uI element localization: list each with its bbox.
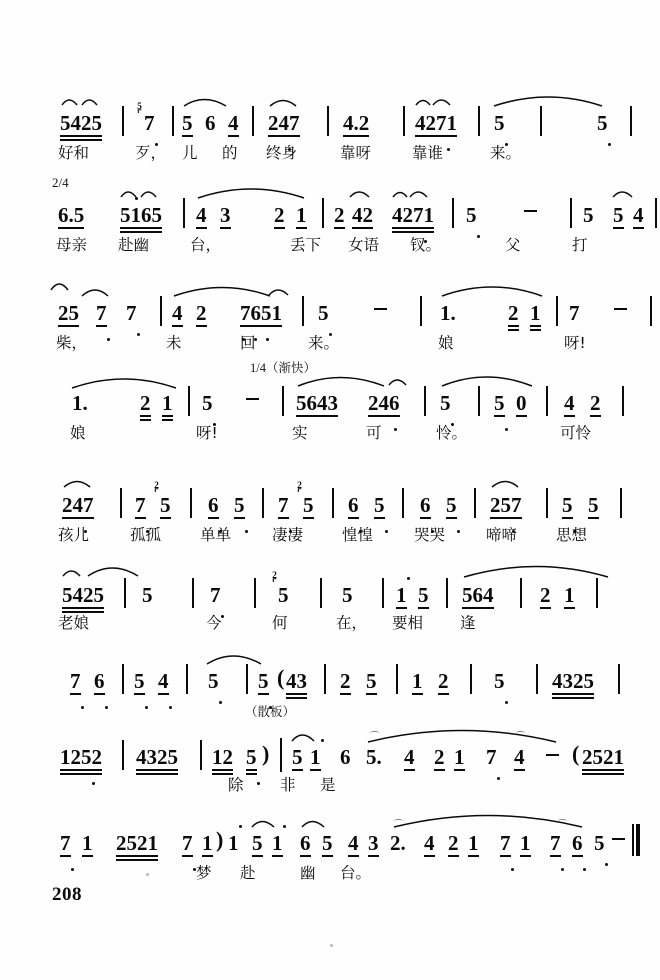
note-token: 4.2	[343, 111, 370, 135]
note-token: 2521	[582, 746, 624, 768]
note-token: 1	[202, 831, 213, 855]
barline	[200, 740, 202, 770]
note-token: 1	[396, 584, 407, 606]
note-token: 257	[490, 494, 522, 516]
phrase-paren-open: (	[277, 665, 285, 690]
sustain-dash	[524, 210, 537, 212]
slur-arc	[388, 375, 418, 387]
lyric-syllable: 怜。	[436, 424, 468, 442]
note-token: 5643	[296, 391, 338, 415]
note-token: 1	[272, 832, 283, 854]
note-token: 6	[340, 745, 351, 769]
note-token: 25	[58, 301, 79, 325]
lyric-syllable: 哭哭	[414, 526, 446, 544]
note-token: 5	[440, 392, 451, 414]
note-token: 1.	[72, 391, 88, 415]
note-token: 1	[412, 669, 423, 693]
barline	[655, 198, 657, 228]
lyric-syllable: 打	[572, 236, 588, 254]
barline	[470, 664, 472, 694]
note-token: 1	[162, 392, 173, 414]
fermata-icon: ⌒	[516, 731, 526, 741]
barline	[183, 198, 185, 228]
lyric-syllable: 可怜	[560, 424, 592, 442]
note-token: 7	[550, 832, 561, 854]
note-token: 7	[182, 832, 193, 854]
note-token: 4271	[415, 112, 457, 134]
note-row-1	[0, 104, 660, 150]
note-token: 2	[434, 745, 445, 769]
note-token: 5	[594, 832, 605, 854]
lyric-syllable: 凄凄	[272, 526, 304, 544]
note-token: 7	[96, 302, 107, 324]
note-token: 5	[342, 583, 353, 607]
barline	[520, 578, 522, 608]
note-token: 5.	[366, 745, 382, 769]
slur-arc	[440, 373, 548, 387]
note-token: 5	[160, 493, 171, 517]
note-token: 2.	[390, 831, 406, 855]
barline	[478, 386, 480, 416]
lyric-syllable: 赴幽	[118, 236, 150, 254]
sustain-dash	[614, 308, 627, 310]
note-token: 5425	[62, 584, 104, 606]
sustain-dash	[612, 838, 625, 840]
barline	[402, 488, 404, 518]
note-token: 247	[268, 112, 300, 134]
note-token: 2	[140, 392, 151, 414]
barline	[596, 578, 598, 608]
lyric-syllable: 丢下	[290, 236, 322, 254]
slur-arc	[140, 187, 172, 199]
barline	[124, 578, 126, 608]
barline	[252, 106, 254, 136]
lyric-syllable: 母亲	[56, 236, 88, 254]
note-token: 7651	[240, 302, 282, 324]
lyric-syllable: 可	[366, 424, 382, 442]
note-token: 7	[486, 746, 497, 768]
slur-arc	[172, 283, 282, 297]
lyric-syllable: 钗。	[410, 236, 442, 254]
slur-arc	[348, 187, 384, 199]
slur-arc	[80, 95, 114, 107]
note-token: 5	[278, 583, 289, 607]
lyric-syllable: 娘	[438, 334, 454, 352]
note-token: 5	[466, 204, 477, 226]
barline	[536, 664, 538, 694]
lyric-syllable: 台，	[190, 236, 222, 254]
slur-arc	[296, 374, 402, 388]
slur-arc	[268, 95, 308, 107]
note-token: 7	[70, 670, 81, 692]
note-token: 1.	[440, 301, 456, 325]
barline	[190, 488, 192, 518]
note-token: 42	[352, 203, 373, 227]
note-token: 5	[142, 583, 153, 607]
note-token: 5	[258, 670, 269, 692]
slur-arc	[432, 95, 466, 107]
note-row-2	[0, 196, 660, 242]
barline	[122, 740, 124, 770]
note-token: 4	[404, 745, 415, 769]
slur-arc	[490, 477, 530, 489]
lyric-syllable: 啼啼	[486, 526, 518, 544]
note-token: 12	[212, 746, 233, 768]
note-token: 4	[348, 831, 359, 855]
note-token: 6	[208, 494, 219, 516]
note-token: 4325	[136, 746, 178, 768]
lyric-syllable: 单单	[200, 526, 232, 544]
barline	[282, 386, 284, 416]
lyric-syllable: 梦	[196, 864, 212, 882]
note-token: 5425	[60, 112, 102, 134]
slur-arc	[182, 95, 244, 107]
slur-arc	[300, 817, 340, 829]
barline	[172, 106, 174, 136]
note-token: 1	[530, 302, 541, 324]
note-token: 4271	[392, 204, 434, 226]
lyric-syllable: 呀!	[196, 424, 218, 442]
barline	[446, 578, 448, 608]
lyric-syllable: 好和	[58, 144, 90, 162]
note-token: 5	[182, 111, 193, 135]
note-token: 246	[368, 392, 400, 414]
lyric-syllable: 幽	[300, 864, 316, 882]
lyric-syllable: 思想	[556, 526, 588, 544]
barline	[302, 296, 304, 326]
note-token: 2	[438, 669, 449, 693]
note-token: 5	[303, 493, 314, 517]
lyric-syllable: 未	[166, 334, 182, 352]
barline	[327, 106, 329, 136]
barline	[332, 488, 334, 518]
tempo-marking: 1/4（渐快）	[250, 361, 316, 375]
note-token: 7	[569, 301, 580, 325]
note-token: 4	[633, 203, 644, 227]
barline	[382, 578, 384, 608]
barline	[630, 106, 632, 136]
note-token: 2	[448, 831, 459, 855]
slur-arc	[196, 185, 316, 199]
sustain-dash	[374, 308, 387, 310]
barline	[546, 386, 548, 416]
lyric-syllable: 今	[206, 614, 222, 632]
sustain-dash	[546, 754, 559, 756]
fermata-icon: ⌒	[370, 731, 380, 741]
slur-arc	[205, 652, 277, 665]
note-token: 6	[572, 832, 583, 854]
barline	[420, 296, 422, 326]
barline	[324, 664, 326, 694]
note-token: 5	[583, 203, 594, 227]
barline	[262, 488, 264, 518]
note-token: 6	[300, 831, 311, 855]
note-token: 6	[94, 670, 105, 692]
slur-arc	[409, 187, 441, 199]
barline	[540, 106, 542, 136]
note-token: 4	[196, 203, 207, 227]
note-token: 4	[158, 670, 169, 692]
note-token: 7	[144, 112, 155, 134]
scan-speck	[146, 873, 149, 876]
note-token: 2	[508, 302, 519, 324]
note-token: 6	[420, 494, 431, 516]
free-meter-marking: （散板）	[245, 705, 296, 719]
note-token: 7	[500, 832, 511, 854]
sustain-dash	[246, 398, 259, 400]
scan-speck	[330, 944, 333, 947]
note-token: 3	[368, 831, 379, 855]
note-token: 5	[134, 670, 145, 692]
barline	[254, 578, 256, 608]
time-signature: 2/4	[52, 175, 69, 190]
barline	[122, 106, 124, 136]
note-token: 1	[228, 832, 239, 854]
slur-arc	[366, 726, 566, 742]
barline	[478, 106, 480, 136]
note-token: 2	[334, 203, 345, 227]
lyric-syllable: 要相	[392, 614, 424, 632]
note-token: 247	[62, 494, 94, 516]
note-token: 4	[564, 391, 575, 415]
slur-arc	[70, 375, 192, 389]
note-token: 7	[210, 584, 221, 606]
grace-note: 2 ⌜	[272, 571, 277, 589]
barline	[122, 664, 124, 694]
final-barline-thin	[632, 824, 634, 856]
note-token: 7	[60, 832, 71, 854]
note-token: 5	[208, 670, 219, 692]
lyric-syllable: 柴，	[56, 334, 88, 352]
lyric-syllable: 娘	[70, 424, 86, 442]
lyric-syllable: 终身	[266, 144, 298, 162]
phrase-paren-close: )	[216, 827, 224, 852]
note-token: 6	[348, 494, 359, 516]
note-token: 5	[202, 392, 213, 414]
note-token: 4	[514, 745, 525, 769]
tie-arc	[492, 93, 614, 107]
lyric-syllable: 赴	[240, 864, 256, 882]
lyric-syllable: 女语	[348, 236, 380, 254]
barline	[320, 578, 322, 608]
lyric-syllable: 实	[292, 424, 308, 442]
barline	[622, 386, 624, 416]
note-row-9	[0, 819, 660, 870]
lyric-syllable: 孤孤	[130, 526, 162, 544]
lyric-syllable: 靠呀	[340, 144, 372, 162]
barline	[246, 664, 248, 694]
barline	[556, 296, 558, 326]
note-token: 4	[424, 831, 435, 855]
lyric-syllable: 回	[240, 334, 256, 352]
note-token: 5	[234, 494, 245, 516]
barline	[322, 198, 324, 228]
note-token: 1	[520, 831, 531, 855]
barline	[403, 106, 405, 136]
note-token: 1	[468, 831, 479, 855]
note-token: 5165	[120, 204, 162, 226]
lyric-syllable: 儿	[182, 144, 198, 162]
lyric-syllable: 来。	[490, 144, 522, 162]
note-token: 5	[446, 494, 457, 516]
note-row-8	[0, 724, 660, 770]
barline	[546, 488, 548, 518]
lyric-syllable: 何	[272, 614, 288, 632]
fermata-icon: ⌒	[394, 819, 404, 829]
note-token: 2	[590, 391, 601, 415]
phrase-paren-open: (	[572, 741, 580, 766]
note-token: 5	[374, 494, 385, 516]
barline	[280, 738, 282, 772]
barline	[570, 198, 572, 228]
slur-arc	[462, 562, 622, 578]
lyric-syllable: 在，	[336, 614, 368, 632]
note-token: 5	[246, 746, 257, 768]
lyric-syllable: 除	[228, 776, 244, 794]
slur-arc	[62, 477, 102, 489]
note-token: 4325	[552, 670, 594, 692]
lyric-syllable: 是	[320, 776, 336, 794]
note-token: 1	[296, 203, 307, 227]
lyric-syllable: 歹，	[135, 144, 167, 162]
barline	[120, 488, 122, 518]
note-token: 1	[454, 745, 465, 769]
note-token: 5	[494, 392, 505, 414]
note-token: 2	[540, 583, 551, 607]
note-token: 5	[494, 670, 505, 692]
barline	[192, 578, 194, 608]
note-token: 6	[205, 111, 216, 135]
note-token: 564	[462, 583, 494, 607]
slur-arc	[80, 285, 120, 298]
note-token: 0	[516, 391, 527, 415]
note-token: 5	[318, 302, 329, 324]
final-barline-thick	[636, 824, 640, 856]
note-token: 5	[588, 493, 599, 517]
note-token: 5	[613, 203, 624, 227]
grace-note: 5 ⌜	[137, 102, 142, 120]
barline	[424, 386, 426, 416]
note-token: 6.5	[58, 203, 85, 227]
phrase-paren-close: )	[262, 741, 270, 766]
note-token: 1	[82, 831, 93, 855]
note-row-6	[0, 571, 660, 622]
slur-arc	[86, 564, 152, 578]
note-token: 5	[597, 112, 608, 134]
note-token: 5	[292, 745, 303, 769]
lyric-syllable: 父	[505, 236, 521, 254]
note-token: 2	[196, 301, 207, 325]
barline	[188, 386, 190, 416]
note-token: 2521	[116, 832, 158, 854]
slur-arc	[612, 187, 646, 199]
barline	[186, 664, 188, 694]
note-token: 43	[286, 670, 307, 692]
barline	[618, 664, 620, 694]
fermata-icon: ⌒	[558, 819, 568, 829]
lyric-syllable: 惶惶	[342, 526, 374, 544]
slur-arc	[268, 285, 302, 297]
slur-arc	[440, 283, 558, 297]
barline	[474, 488, 476, 518]
slur-arc	[50, 278, 80, 292]
barline	[452, 198, 454, 228]
note-token: 5	[322, 831, 333, 855]
note-token: 7	[126, 302, 137, 324]
note-token: 1252	[60, 746, 102, 768]
lyric-syllable: 老娘	[58, 614, 90, 632]
grace-note: 2 ⌜	[154, 481, 159, 499]
note-token: 3	[220, 203, 231, 227]
note-token: 5	[562, 494, 573, 516]
note-token: 7	[278, 494, 289, 516]
note-row-7	[0, 662, 660, 708]
note-token: 7	[135, 494, 146, 516]
barline	[650, 296, 652, 326]
grace-note: 2 ⌜	[297, 481, 302, 499]
page-number: 208	[52, 884, 82, 905]
note-token: 5	[418, 583, 429, 607]
lyric-syllable: 台。	[340, 864, 372, 882]
lyric-syllable: 孩儿	[58, 526, 90, 544]
note-token: 1	[310, 746, 321, 768]
barline	[620, 488, 622, 518]
note-token: 1	[564, 583, 575, 607]
lyric-syllable: 呀!	[564, 334, 586, 352]
lyric-syllable: 逢	[460, 614, 476, 632]
note-token: 2	[274, 203, 285, 227]
note-token: 5	[252, 831, 263, 855]
note-token: 5	[494, 112, 505, 134]
note-token: 5	[366, 669, 377, 693]
note-token: 2	[340, 669, 351, 693]
lyric-syllable: 靠谁	[412, 144, 444, 162]
lyric-syllable: 来。	[308, 334, 340, 352]
note-token: 4	[228, 111, 239, 135]
lyric-syllable: 的	[222, 144, 238, 162]
barline	[396, 664, 398, 694]
barline	[160, 296, 162, 326]
note-token: 4	[172, 301, 183, 325]
lyric-syllable: 非	[280, 776, 296, 794]
